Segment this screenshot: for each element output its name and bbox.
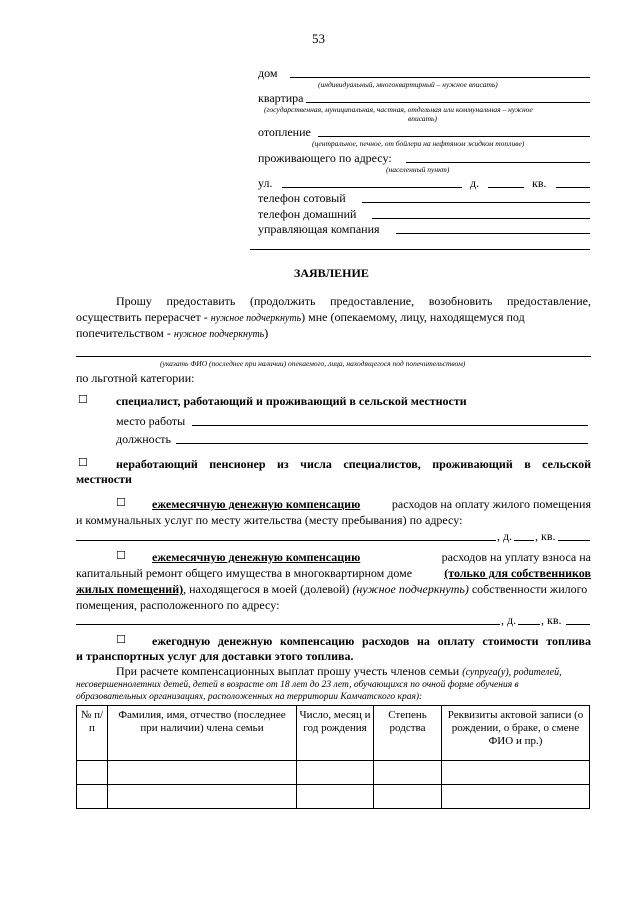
table-cell[interactable] xyxy=(108,785,297,809)
kvartira-hint-2: вписать) xyxy=(408,114,437,123)
address-hint: (населенный пункт) xyxy=(386,165,450,174)
mobile-label: телефон сотовый xyxy=(258,191,346,205)
option2-line-1: неработающий пенсионер из числа специалистов, проживающий в сельской xyxy=(116,457,591,471)
comp2-d-label: , д. xyxy=(501,613,517,627)
comp1-address-field[interactable] xyxy=(76,540,496,541)
fio-field[interactable] xyxy=(76,356,591,357)
col-number-header: № п/п xyxy=(77,706,108,761)
comp2-kv-field[interactable] xyxy=(566,624,590,625)
option1-label: специалист, работающий и проживающий в сельской местности xyxy=(116,394,467,408)
comp1-d-field[interactable] xyxy=(514,540,534,541)
table-cell[interactable] xyxy=(77,785,108,809)
comp2-line-3-a: жилых помещений) xyxy=(76,582,184,596)
comp2-line-2-a: капитальный ремонт общего имущества в многоквартирном доме xyxy=(76,566,413,580)
comp1-checkbox[interactable]: ☐ xyxy=(116,496,126,509)
family-hint-2: несовершеннолетних детей, детей в возрасте от 18 лет до 23 лет, обучающихся по очной форме обучения в xyxy=(76,680,519,690)
workplace-field[interactable] xyxy=(192,425,588,426)
comp2-line-1-rest: расходов на уплату взноса на xyxy=(441,550,591,564)
table-cell[interactable] xyxy=(108,761,297,785)
d-label: д. xyxy=(470,176,480,190)
comp2-line-2-b: (только для собственников xyxy=(444,566,591,580)
comp2-line-4: помещения, расположенного по адресу: xyxy=(76,598,280,612)
otoplenie-hint: (центральное, печное, от бойлера на нефтяном жидком топливе) xyxy=(312,139,525,148)
comp1-kv-field[interactable] xyxy=(558,540,590,541)
comp1-bold: ежемесячную денежную компенсацию xyxy=(152,497,361,511)
comp2-bold: ежемесячную денежную компенсацию xyxy=(152,550,361,564)
dom-field[interactable] xyxy=(290,77,590,78)
dom-hint: (индивидуальный, многоквартирный – нужное вписать) xyxy=(318,80,498,89)
request-line-2-a: осуществить перерасчет - xyxy=(76,310,211,324)
kv-field[interactable] xyxy=(556,187,590,188)
table-cell[interactable] xyxy=(374,761,442,785)
position-field[interactable] xyxy=(176,443,588,444)
option2-checkbox[interactable]: ☐ xyxy=(78,456,88,469)
comp3-line-2: и транспортных услуг для доставки этого топлива. xyxy=(76,649,354,663)
option1-checkbox[interactable]: ☐ xyxy=(78,393,88,406)
comp1-d-label: , д. xyxy=(497,529,513,543)
comp2-line-1 xyxy=(152,550,591,564)
comp2-line-3-c: собственности жилого xyxy=(468,582,588,596)
comp1-line-1 xyxy=(152,497,591,511)
kvartira-field[interactable] xyxy=(306,102,590,103)
otoplenie-label: отопление xyxy=(258,125,311,139)
option2-line-2: местности xyxy=(76,472,132,486)
document-title: ЗАЯВЛЕНИЕ xyxy=(294,266,369,280)
category-text: по льготной категории: xyxy=(76,371,195,385)
request-line-3-a: попечительством - xyxy=(76,326,174,340)
ul-field[interactable] xyxy=(282,187,462,188)
kvartira-label: квартира xyxy=(258,91,304,105)
comp2-line-2 xyxy=(76,566,591,580)
table-row xyxy=(77,785,590,809)
comp3-checkbox[interactable]: ☐ xyxy=(116,633,126,646)
family-table xyxy=(76,705,590,809)
page-number: 53 xyxy=(312,31,325,46)
comp2-line-3-b: , находящегося в моей (долевой) xyxy=(183,582,353,596)
request-line-3-hint: нужное подчеркнуть xyxy=(173,329,265,340)
dom-label: дом xyxy=(258,66,278,80)
comp2-checkbox[interactable]: ☐ xyxy=(116,549,126,562)
workplace-label: место работы xyxy=(116,414,186,428)
comp2-address-field[interactable] xyxy=(76,624,500,625)
table-cell[interactable] xyxy=(442,785,590,809)
table-cell[interactable] xyxy=(442,761,590,785)
table-cell[interactable] xyxy=(297,785,374,809)
family-intro-a: При расчете компенсационных выплат прошу учесть членов семьи xyxy=(116,664,463,678)
comp2-d-field[interactable] xyxy=(518,624,540,625)
family-intro-hint-1: (супруга(у), родителей, xyxy=(462,667,562,678)
col-birthdate-header: Число, месяц и год рождения xyxy=(297,706,374,761)
kvartira-hint-1: (государственная, муниципальная, частная, отдельная или коммунальная – нужное xyxy=(264,105,533,114)
d-field[interactable] xyxy=(488,187,524,188)
request-line-1: Прошу предоставить (продолжить предоставление, возобновить предоставление, xyxy=(116,294,591,308)
comp2-kv-label: , кв. xyxy=(541,613,562,627)
comp2-line-3 xyxy=(76,582,587,596)
comp1-kv-label: , кв. xyxy=(535,529,556,543)
otoplenie-field[interactable] xyxy=(318,136,590,137)
family-hint-3: образовательных организациях, расположенных на территории Камчатского края): xyxy=(76,692,423,702)
mgmt-label: управляющая компания xyxy=(258,222,380,236)
table-header-row xyxy=(77,706,590,761)
comp1-line-2: и коммунальных услуг по месту жительства (месту пребывания) по адресу: xyxy=(76,513,463,527)
request-line-2-hint: нужное подчеркнуть xyxy=(210,313,302,324)
comp1-line-1-rest: расходов на оплату жилого помещения xyxy=(391,497,591,511)
table-cell[interactable] xyxy=(297,761,374,785)
table-cell[interactable] xyxy=(77,761,108,785)
col-fio-header: Фамилия, имя, отчество (последнее при наличии) члена семьи xyxy=(108,706,297,761)
request-line-3-b: ) xyxy=(264,326,269,340)
mgmt-field[interactable] xyxy=(396,233,590,234)
kv-label: кв. xyxy=(532,176,547,190)
comp3-line-1: ежегодную денежную компенсацию расходов на оплату стоимости топлива xyxy=(152,634,591,648)
position-label: должность xyxy=(116,432,171,446)
comp2-line-3-hint: (нужное подчеркнуть) xyxy=(352,582,469,596)
request-line-2-b: ) мне (опекаемому, лицу, находящемуся под xyxy=(301,310,525,324)
table-row xyxy=(77,761,590,785)
address-field[interactable] xyxy=(406,162,590,163)
mobile-field[interactable] xyxy=(362,202,590,203)
mgmt-field-2[interactable] xyxy=(250,249,590,250)
family-intro xyxy=(116,664,562,680)
address-label: проживающего по адресу: xyxy=(258,151,392,165)
request-line-2 xyxy=(76,310,591,326)
home-phone-label: телефон домашний xyxy=(258,207,357,221)
col-relation-header: Степень родства xyxy=(374,706,442,761)
fio-hint: (указать ФИО (последнее при наличии) опекаемого, лица, находящегося под попечительством) xyxy=(160,359,466,368)
ul-label: ул. xyxy=(258,176,273,190)
col-record-header: Реквизиты актовой записи (о рождении, о браке, о смене ФИО и пр.) xyxy=(442,706,590,761)
home-phone-field[interactable] xyxy=(372,218,590,219)
table-cell[interactable] xyxy=(374,785,442,809)
request-line-3 xyxy=(76,326,268,342)
